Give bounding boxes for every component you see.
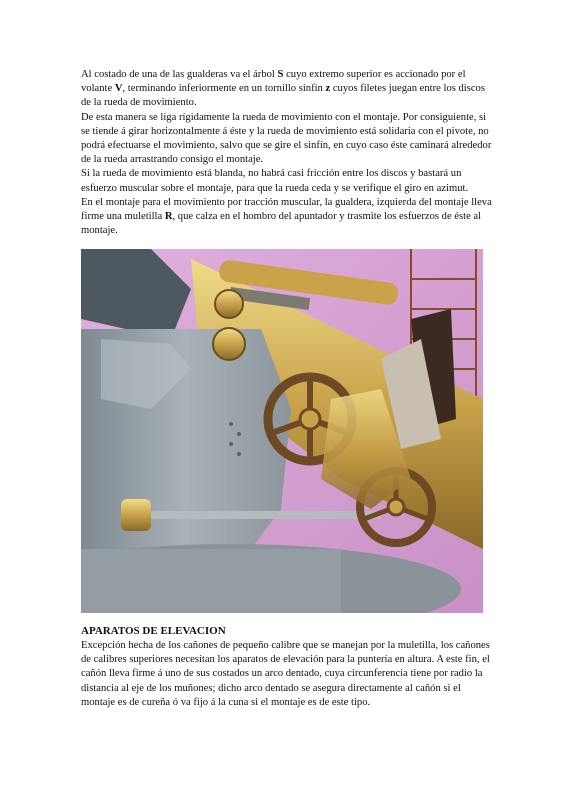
paragraph-elevation: Excepción hecha de los cañones de pequeño calibre que se manejan por la muletilla, los cañones de calibres superiores necesitan los aparatos de elevación para la puntería en altura. A este fin, el cañón lleva firme á uno de sus costados un arco dentado, cuya circunferencia tiene por radio la distancia al eje de los muñones; dicho arco dentado se asegura directamente al cañón si el montaje es de cureña ó va fijo á la cuna si el montaje es de este tipo. (81, 640, 490, 708)
gun-mount-photo (81, 249, 483, 613)
paragraph-4: En el montaje para el movimiento por tracción muscular, la gualdera, izquierda del montaje lleva firme una muletilla R, que calza en el hombro del apuntador y trasmite los esfuerzos de éste al montaje. (81, 196, 492, 237)
top-text-block (81, 68, 493, 238)
paragraph-2: De esta manera se liga rígidamente la rueda de movimiento con el montaje. Por consiguiente, si se tiende á girar horizontalmente á éste y la rueda de movimiento está solidaria con el pivote, no podrá efectuarse el movimiento, salvo que se gire el sinfín, en cuyo caso éste caminará alrededor de la rueda arrastrando consigo el montaje. (81, 111, 492, 166)
bottom-text-block (81, 639, 493, 710)
paragraph-3: Si la rueda de movimiento está blanda, no habrá casi fricción entre los discos y bastará un esfuerzo muscular sobre el montaje, para que la rueda ceda y se verifique el giro en azimut. (81, 168, 469, 194)
paragraph-1: Al costado de una de las gualderas va el árbol S cuyo extremo superior es accionado por el volante V, terminando inferiormente en un tornillo sinfín z cuyos filetes juegan entre los discos de la rueda de movimiento. (81, 69, 485, 109)
section-heading: APARATOS DE ELEVACION (81, 625, 226, 637)
